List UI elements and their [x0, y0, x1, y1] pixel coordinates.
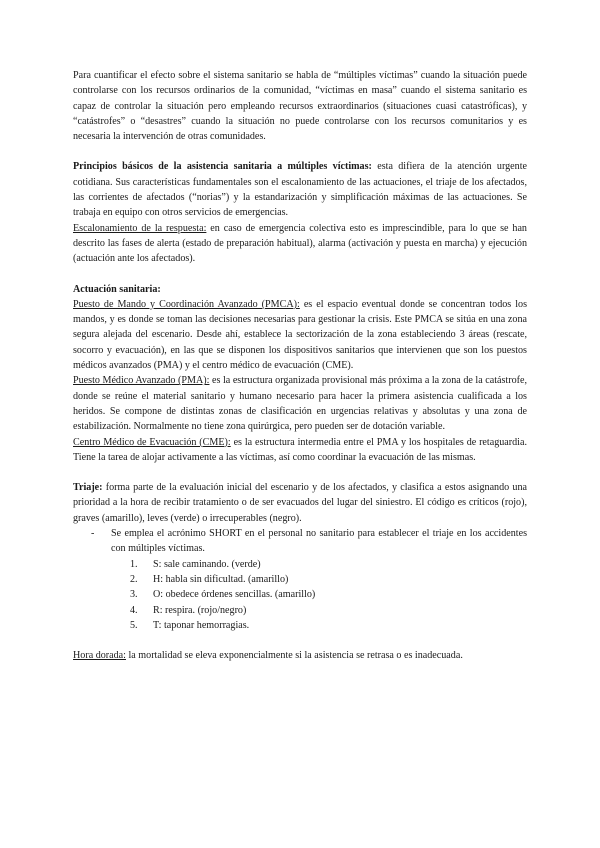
list-item-text: H: habla sin dificultad. (amarillo) — [153, 573, 289, 585]
list-item-text: T: taponar hemorragias. — [153, 619, 250, 631]
pma-text: es la estructura organizada provisional más próxima a la zona de la catástrofe, donde se reúne el material sanitario y humano necesario para hacer la primera asistencia cualificada a los heridos. Se compone de distintas zonas de clasificación en urgencias relativas y absolutas y una zona de estabilización. Normalmente no tiene zona quirúrgica, pero pueden ser de dotación variable. — [73, 375, 527, 433]
paragraph-gap — [73, 144, 527, 159]
pmca-text: es el espacio eventual donde se concentran todos los mandos, y es donde se toman las decisiones necesarias para gestionar la crisis. Este PMCA se sitúa en una zona segura alejada del escenario. Desde ahí, establece la sectorización de la zona estableciendo 3 áreas (rescate, socorro y evacuación), en las que se disponen los dispositivos sanitarios que intervienen que son los puestos médicos avanzados (PMA) y el centro médico de evacuación (CME). — [73, 298, 527, 372]
actuacion-heading: Actuación sanitaria: — [73, 283, 161, 295]
short-list-item — [73, 557, 527, 572]
short-list-item — [73, 572, 527, 587]
paragraph-gap — [73, 267, 527, 282]
pmca-term: Puesto de Mando y Coordinación Avanzado (PMCA): — [73, 298, 300, 310]
pma-term: Puesto Médico Avanzado (PMA): — [73, 375, 210, 387]
list-number: 4. — [130, 604, 138, 616]
cme-text: es la estructura intermedia entre el PMA y los hospitales de retaguardia. Tiene la tarea de alojar activamente a las víctimas, así como coordinar la evacuación de las mismas. — [73, 436, 527, 463]
principles-heading: Principios básicos de la asistencia sanitaria a múltiples víctimas: — [73, 161, 372, 173]
short-list-item — [73, 587, 527, 602]
short-list — [73, 557, 527, 633]
escalonamiento-paragraph — [73, 221, 527, 267]
principles-paragraph — [73, 159, 527, 220]
list-item-text: O: obedece órdenes sencillas. (amarillo) — [153, 589, 316, 601]
list-item-text: R: respira. (rojo/negro) — [153, 604, 247, 616]
triaje-text: forma parte de la evaluación inicial del escenario y de los afectados, y clasifica a estos asignando una prioridad a la hora de recibir tratamiento o de ser evacuados del lugar del siniestro. El código es críticos (rojo), graves (amarillo), leves (verde) o irrecuperables (negro). — [73, 482, 527, 524]
list-item-text: S: sale caminando. (verde) — [153, 558, 261, 570]
intro-paragraph: Para cuantificar el efecto sobre el sistema sanitario se habla de “múltiples víctimas” cuando la situación puede controlarse con los recursos ordinarios de la comunidad, “víctimas en masa” cuando el sistema sanitario es capaz de controlar la situación pero empleando recursos extraordinarios (situaciones cuasi catastróficas), y “catástrofes” o “desastres” cuando la situación no puede controlarse con los recursos comunitarios y es necesaria la intervención de otras comunidades. — [73, 70, 527, 143]
cme-term: Centro Médico de Evacuación (CME): — [73, 436, 231, 448]
list-number: 5. — [130, 619, 138, 631]
hora-dorada-term: Hora dorada: — [73, 650, 126, 662]
list-number: 2. — [130, 573, 138, 585]
triaje-term: Triaje: — [73, 482, 103, 494]
short-list-item — [73, 603, 527, 618]
short-bullet — [73, 526, 527, 557]
escalonamiento-text: en caso de emergencia colectiva esto es imprescindible, para lo que se han descrito las fases de alerta (estado de preparación habitual), alarma (activación y puesta en marcha) y ejecución (actuación ante los afectados). — [73, 222, 527, 265]
list-number: 1. — [130, 558, 138, 570]
paragraph-gap — [73, 465, 527, 480]
pma-paragraph — [73, 373, 527, 434]
list-number: 3. — [130, 589, 138, 601]
paragraph-gap — [73, 633, 527, 648]
hora-dorada-text: la mortalidad se eleva exponencialmente si la asistencia se retrasa o es inadecuada. — [125, 650, 463, 662]
short-bullet-text: Se emplea el acrónimo SHORT en el personal no sanitario para establecer el triaje en los accidentes con múltiples víctimas. — [111, 528, 527, 555]
pmca-paragraph — [73, 297, 527, 373]
cme-paragraph — [73, 435, 527, 466]
escalonamiento-term: Escalonamiento de la respuesta: — [73, 222, 207, 234]
triaje-paragraph — [73, 480, 527, 526]
hora-dorada-paragraph — [73, 648, 527, 663]
dash-bullet: - — [91, 528, 95, 540]
short-list-item — [73, 618, 527, 633]
principles-text: esta difiera de la atención urgente cotidiana. Sus características fundamentales son el escalonamiento de las actuaciones, el triaje de los afectados, las corrientes de afectados (“norias”) y la estandarización y simplificación máximas de las actuaciones. Se trabaja en equipo con otros servicios de emergencias. — [73, 161, 527, 219]
